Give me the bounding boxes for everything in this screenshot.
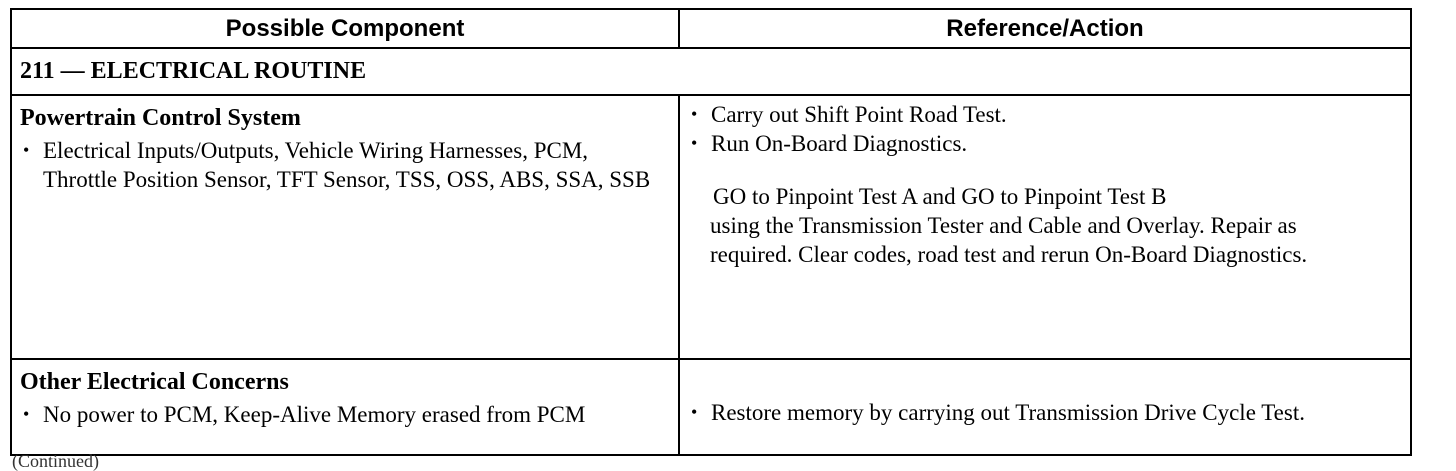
table-row [11, 359, 1411, 455]
section-title: 211 — ELECTRICAL ROUTINE [11, 48, 1411, 95]
list-item [12, 136, 652, 194]
action-cell [679, 359, 1411, 455]
list-item [680, 129, 1410, 158]
header-possible-component: Possible Component [11, 9, 679, 48]
table-row [11, 95, 1411, 359]
bullet-icon: • [23, 404, 30, 424]
action-cell [679, 95, 1411, 359]
header-row [11, 9, 1411, 48]
bullet-icon: • [691, 133, 698, 153]
component-cell [11, 359, 679, 455]
component-list [12, 136, 652, 194]
bullet-icon: • [691, 402, 698, 422]
component-cell [11, 95, 679, 359]
action-text: Run On-Board Diagnostics. [711, 131, 968, 156]
list-item [680, 398, 1360, 427]
pinpoint-test-paragraph [680, 182, 1370, 269]
action-text: Carry out Shift Point Road Test. [711, 102, 1007, 127]
paragraph-rest: using the Transmission Tester and Cable and Overlay. Repair as required. Clear codes, road test and rerun On-Board Diagnostics. [710, 213, 1308, 267]
component-text: No power to PCM, Keep-Alive Memory erased from PCM [43, 402, 586, 427]
row-heading-other: Other Electrical Concerns [20, 369, 289, 395]
component-text: Electrical Inputs/Outputs, Vehicle Wiring Harnesses, PCM, Throttle Position Sensor, TFT Sensor, TSS, OSS, ABS, SSA, SSB [43, 138, 651, 192]
row-heading-powertrain: Powertrain Control System [20, 105, 301, 131]
list-item [680, 100, 1410, 129]
action-text: Restore memory by carrying out Transmission Drive Cycle Test. [711, 400, 1305, 425]
bullet-icon: • [691, 104, 698, 124]
paragraph-first-line: GO to Pinpoint Test A and GO to Pinpoint Test B [713, 184, 1167, 209]
component-list [12, 400, 632, 429]
section-row [11, 48, 1411, 95]
continued-note: (Continued) [12, 451, 99, 471]
action-list [680, 398, 1360, 427]
bullet-icon: • [23, 140, 30, 160]
action-list [680, 100, 1410, 158]
list-item [12, 400, 632, 429]
header-reference-action: Reference/Action [679, 9, 1411, 48]
diagnostic-table [10, 8, 1412, 456]
